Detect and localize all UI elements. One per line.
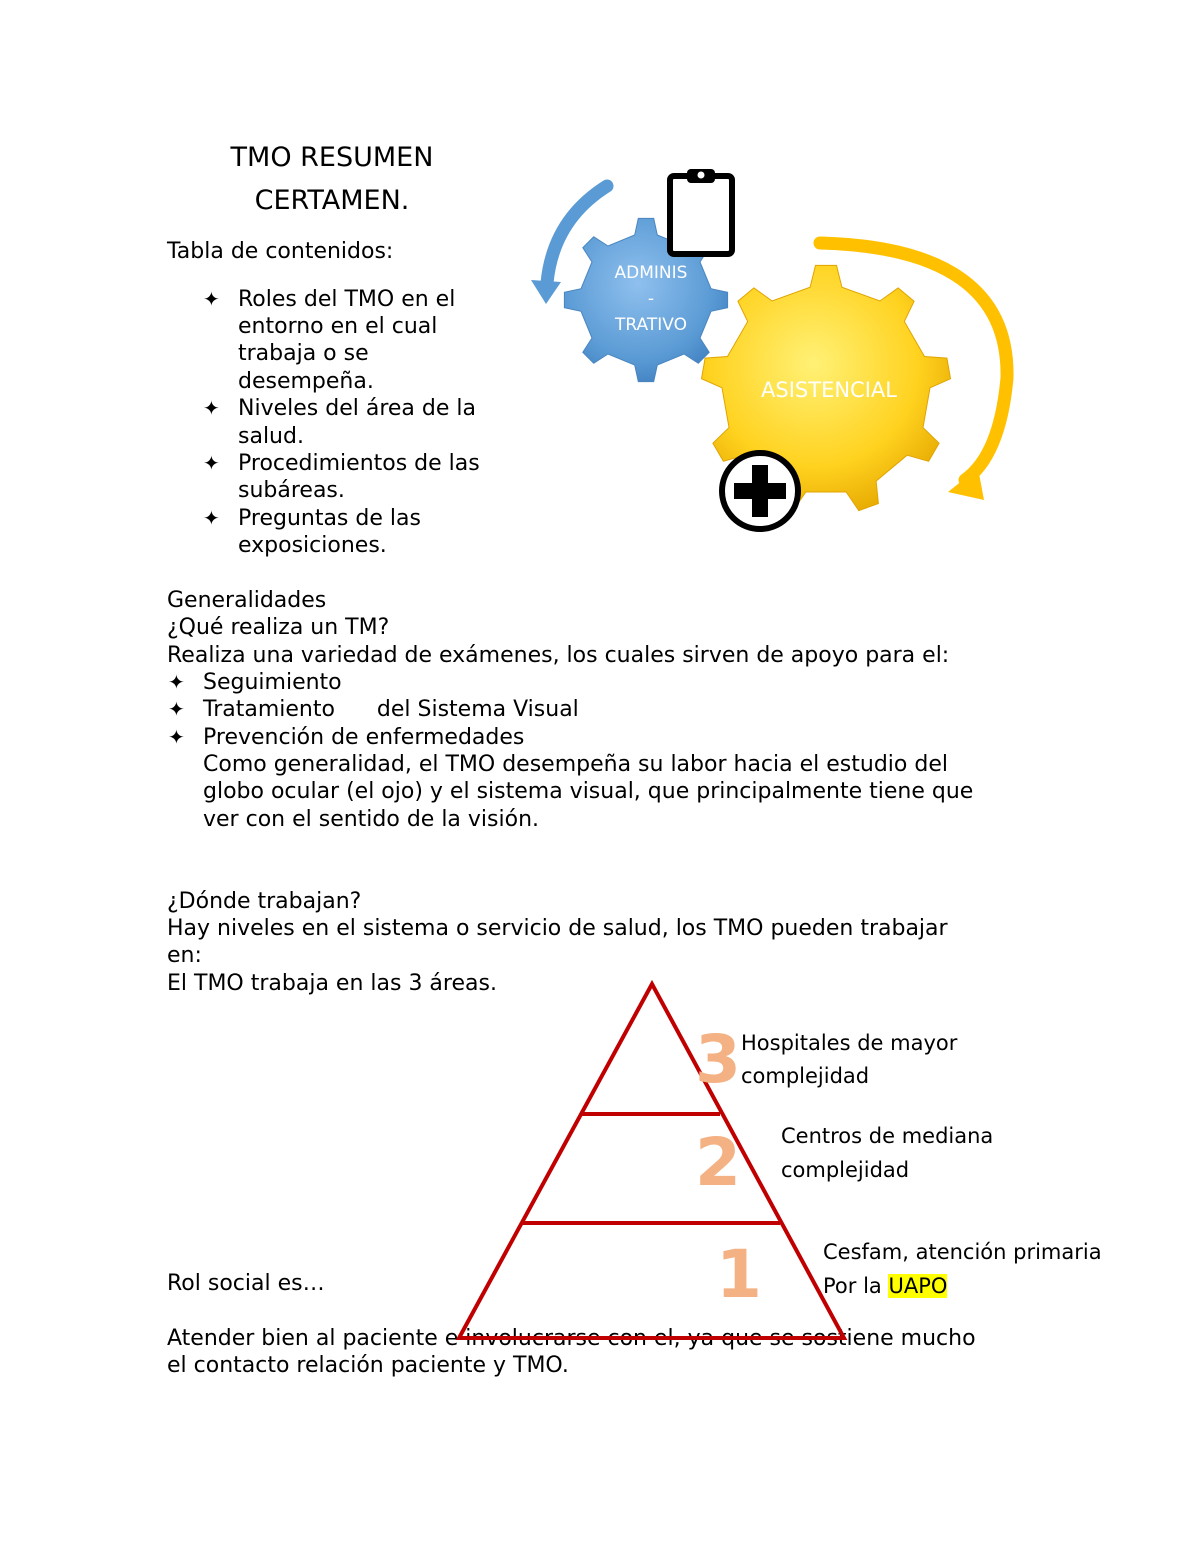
generalidades-paragraph-line-3: ver con el sentido de la visión. xyxy=(203,807,540,832)
generalidades-intro: Realiza una variedad de exámenes, los cuales sirven de apoyo para el: xyxy=(167,643,950,668)
rol-line-1: Atender bien al paciente e involucrarse con el, ya que se sostiene mucho xyxy=(167,1326,976,1351)
toc-item-4-line-2: exposiciones. xyxy=(238,533,387,558)
level-1-label-prefix: Por la xyxy=(823,1274,889,1298)
generalidades-heading: Generalidades xyxy=(167,588,327,613)
page-title xyxy=(167,136,497,222)
toc-bullet-icon: ✦ xyxy=(203,287,220,311)
generalidades-paragraph-line-2: globo ocular (el ojo) y el sistema visual, que principalmente tiene que xyxy=(203,779,974,804)
toc-item-1-line-1: Roles del TMO en el xyxy=(238,287,456,312)
toc-item-1-line-3: trabaja o se xyxy=(238,341,369,366)
donde-question: ¿Dónde trabajan? xyxy=(167,889,362,914)
rol-line-2: el contacto relación paciente y TMO. xyxy=(167,1353,569,1378)
gear-admin-line-3: TRATIVO xyxy=(615,315,687,335)
bullet-icon: ✦ xyxy=(168,725,185,749)
level-2-label-line-1: Centros de mediana xyxy=(781,1124,994,1148)
toc-item-3-line-1: Procedimientos de las xyxy=(238,451,480,476)
blue-arrow-head-icon xyxy=(531,280,561,304)
level-3-label-line-2: complejidad xyxy=(741,1064,870,1088)
gear-asistencial-label: ASISTENCIAL xyxy=(761,378,897,402)
plus-circle-icon xyxy=(722,453,798,529)
gear-admin-line-2: - xyxy=(647,289,655,309)
level-2-label-line-2: complejidad xyxy=(781,1158,910,1182)
toc-item-2-line-2: salud. xyxy=(238,424,304,449)
uapo-highlight: UAPO xyxy=(888,1274,948,1298)
level-1-number: 1 xyxy=(716,1236,762,1313)
toc-item-1-line-2: entorno en el cual xyxy=(238,314,438,339)
generalidades-item-3: Prevención de enfermedades xyxy=(203,725,525,750)
bullet-icon: ✦ xyxy=(168,670,185,694)
donde-line-2: en: xyxy=(167,943,202,968)
toc-bullet-icon: ✦ xyxy=(203,396,220,420)
generalidades-item-2: Tratamiento del Sistema Visual xyxy=(203,697,579,722)
donde-line-1: Hay niveles en el sistema o servicio de salud, los TMO pueden trabajar xyxy=(167,916,948,941)
title-line-1: TMO RESUMEN xyxy=(230,142,434,173)
generalidades-paragraph-line-1: Como generalidad, el TMO desempeña su labor hacia el estudio del xyxy=(203,752,948,777)
gears-diagram xyxy=(520,160,1030,545)
toc-bullet-icon: ✦ xyxy=(203,506,220,530)
donde-line-3: El TMO trabaja en las 3 áreas. xyxy=(167,971,497,996)
level-3-label-line-1: Hospitales de mayor xyxy=(741,1031,958,1055)
level-1-label-line-2 xyxy=(823,1270,947,1303)
toc-item-4-line-1: Preguntas de las xyxy=(238,506,421,531)
toc-item-2-line-1: Niveles del área de la xyxy=(238,396,476,421)
clipboard-icon xyxy=(670,169,732,254)
gear-admin-line-1: ADMINIS xyxy=(614,263,688,283)
toc-item-3-line-2: subáreas. xyxy=(238,478,345,503)
generalidades-question: ¿Qué realiza un TM? xyxy=(167,615,390,640)
level-3-number: 3 xyxy=(695,1021,741,1098)
rol-heading: Rol social es… xyxy=(167,1271,325,1296)
title-line-2: CERTAMEN. xyxy=(254,185,410,216)
toc-heading: Tabla de contenidos: xyxy=(167,239,394,264)
generalidades-item-1: Seguimiento xyxy=(203,670,342,695)
level-2-number: 2 xyxy=(695,1124,741,1201)
level-1-label-line-1: Cesfam, atención primaria xyxy=(823,1240,1102,1264)
bullet-icon: ✦ xyxy=(168,697,185,721)
toc-bullet-icon: ✦ xyxy=(203,451,220,475)
toc-item-1-line-4: desempeña. xyxy=(238,369,374,394)
